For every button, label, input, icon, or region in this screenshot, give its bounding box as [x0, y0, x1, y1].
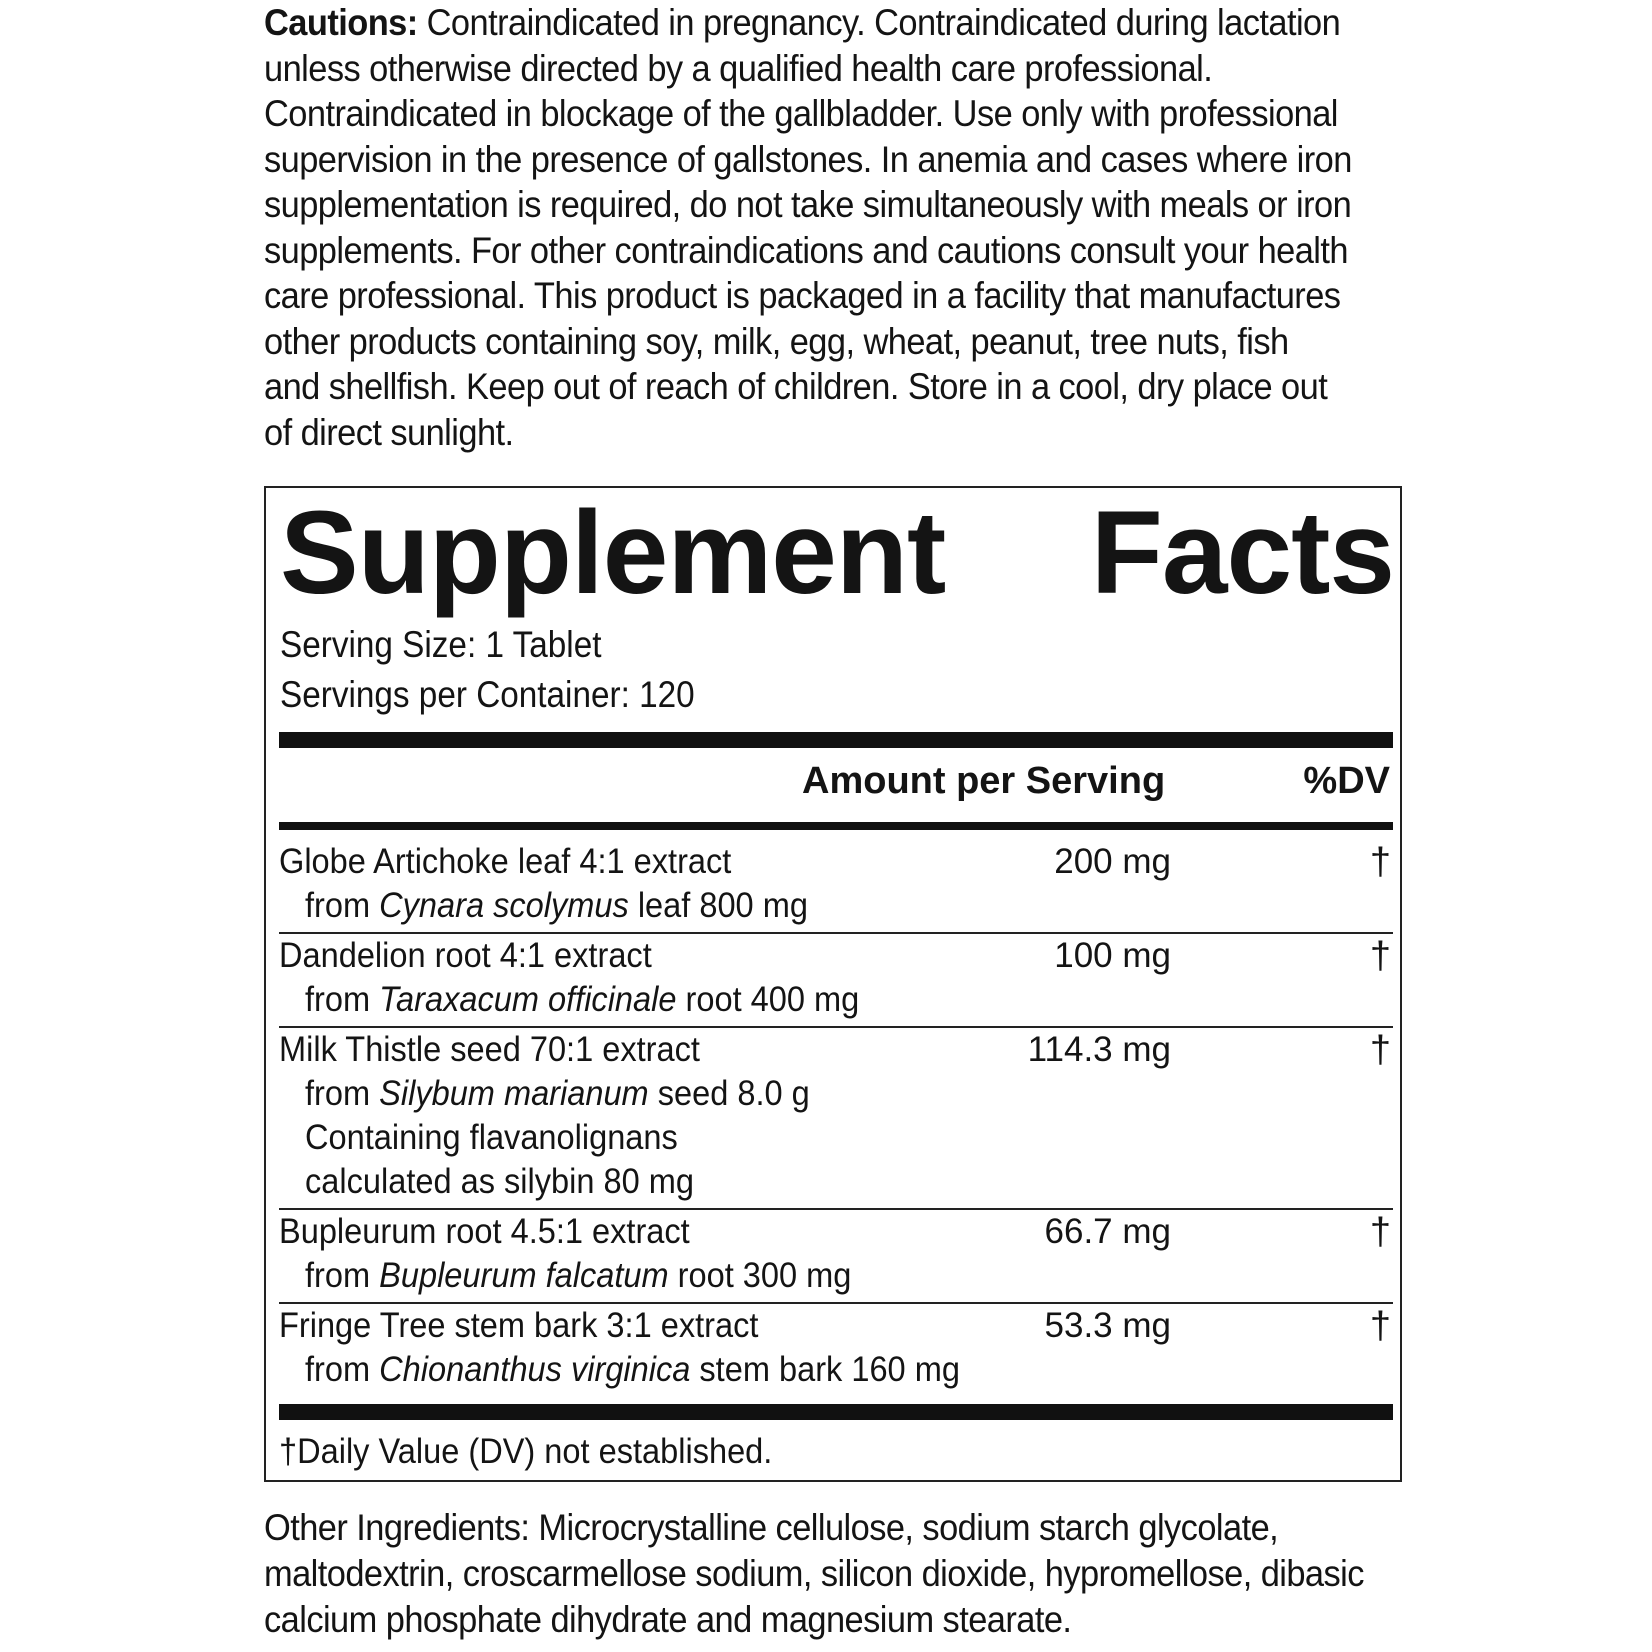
title-word-facts: Facts: [1090, 487, 1394, 619]
ingredient-note: Containing flavanolignans: [305, 1118, 678, 1157]
ingredient-amount: 53.3 mg: [1044, 1306, 1171, 1345]
ingredient-name: Milk Thistle seed 70:1 extract: [279, 1030, 700, 1069]
cautions-line-2: unless otherwise directed by a qualified health care professional.: [264, 47, 1213, 89]
ingredient-row-dandelion: [279, 934, 1393, 1024]
cautions-line-8: other products containing soy, milk, egg, wheat, peanut, tree nuts, fish: [264, 320, 1289, 362]
supplement-facts-panel: [264, 486, 1402, 1482]
ingredient-source: from Chionanthus virginica stem bark 160 mg: [305, 1350, 960, 1389]
panel-title: [280, 487, 1394, 619]
header-amount-per-serving: Amount per Serving: [802, 760, 1166, 802]
serving-size: Serving Size: 1 Tablet: [280, 624, 602, 665]
thick-divider-top: [279, 732, 1393, 748]
ingredient-note: calculated as silybin 80 mg: [305, 1162, 695, 1201]
cautions-line-7: care professional. This product is packaged in a facility that manufactures: [264, 275, 1341, 316]
ingredient-row-fringe-tree: [279, 1304, 1393, 1394]
ingredient-amount: 100 mg: [1054, 936, 1171, 975]
cautions-line-1: Cautions: Contraindicated in pregnancy. Contraindicated during lactation: [264, 2, 1341, 43]
cautions-label: Cautions:: [264, 2, 418, 43]
ingredient-source: from Bupleurum falcatum root 300 mg: [305, 1256, 852, 1295]
servings-per-container: Servings per Container: 120: [280, 674, 695, 715]
cautions-paragraph: [264, 0, 1352, 455]
thick-divider-bottom: [279, 1404, 1393, 1420]
ingredient-dv: †: [1369, 1029, 1391, 1071]
other-ingredients: [264, 1505, 1364, 1643]
ingredient-row-bupleurum: [279, 1210, 1393, 1300]
medium-divider: [279, 822, 1393, 830]
cautions-line-3: Contraindicated in blockage of the gallbladder. Use only with professional: [264, 93, 1338, 134]
ingredient-name: Dandelion root 4:1 extract: [279, 936, 652, 975]
ingredient-row-milk-thistle: [279, 1028, 1393, 1206]
cautions-line-6: supplements. For other contraindications and cautions consult your health: [264, 229, 1348, 271]
ingredient-name: Fringe Tree stem bark 3:1 extract: [279, 1306, 759, 1345]
ingredient-dv: †: [1369, 841, 1391, 883]
other-ingredients-line-2: maltodextrin, croscarmellose sodium, silicon dioxide, hypromellose, dibasic: [264, 1553, 1364, 1594]
ingredient-row-globe-artichoke: [279, 840, 1393, 930]
cautions-line-4: supervision in the presence of gallstones. In anemia and cases where iron: [264, 138, 1352, 180]
ingredient-source: from Silybum marianum seed 8.0 g: [305, 1074, 810, 1113]
ingredient-name: Bupleurum root 4.5:1 extract: [279, 1212, 690, 1251]
ingredient-amount: 114.3 mg: [1027, 1030, 1171, 1069]
species-name: Silybum marianum: [379, 1074, 649, 1113]
cautions-line-9: and shellfish. Keep out of reach of children. Store in a cool, dry place out: [264, 366, 1328, 407]
species-name: Cynara scolymus: [379, 886, 629, 925]
ingredient-dv: †: [1369, 935, 1391, 977]
ingredient-amount: 66.7 mg: [1044, 1212, 1171, 1251]
ingredient-name: Globe Artichoke leaf 4:1 extract: [279, 842, 732, 881]
cautions-line-5: supplementation is required, do not take simultaneously with meals or iron: [264, 184, 1352, 225]
species-name: Bupleurum falcatum: [379, 1256, 669, 1295]
species-name: Chionanthus virginica: [379, 1350, 691, 1389]
ingredient-dv: †: [1369, 1305, 1391, 1347]
header-percent-dv: %DV: [1303, 760, 1390, 802]
other-ingredients-line-3: calcium phosphate dihydrate and magnesium stearate.: [264, 1599, 1072, 1640]
ingredient-source: from Cynara scolymus leaf 800 mg: [305, 886, 808, 925]
ingredient-source: from Taraxacum officinale root 400 mg: [305, 980, 860, 1019]
ingredient-amount: 200 mg: [1054, 842, 1171, 881]
title-word-supplement: Supplement: [280, 487, 946, 619]
dv-footnote: †Daily Value (DV) not established.: [279, 1432, 773, 1471]
species-name: Taraxacum officinale: [379, 980, 677, 1019]
other-ingredients-line-1: Other Ingredients: Microcrystalline cellulose, sodium starch glycolate,: [264, 1507, 1279, 1548]
ingredient-dv: †: [1369, 1211, 1391, 1253]
cautions-line-10: of direct sunlight.: [264, 411, 514, 453]
